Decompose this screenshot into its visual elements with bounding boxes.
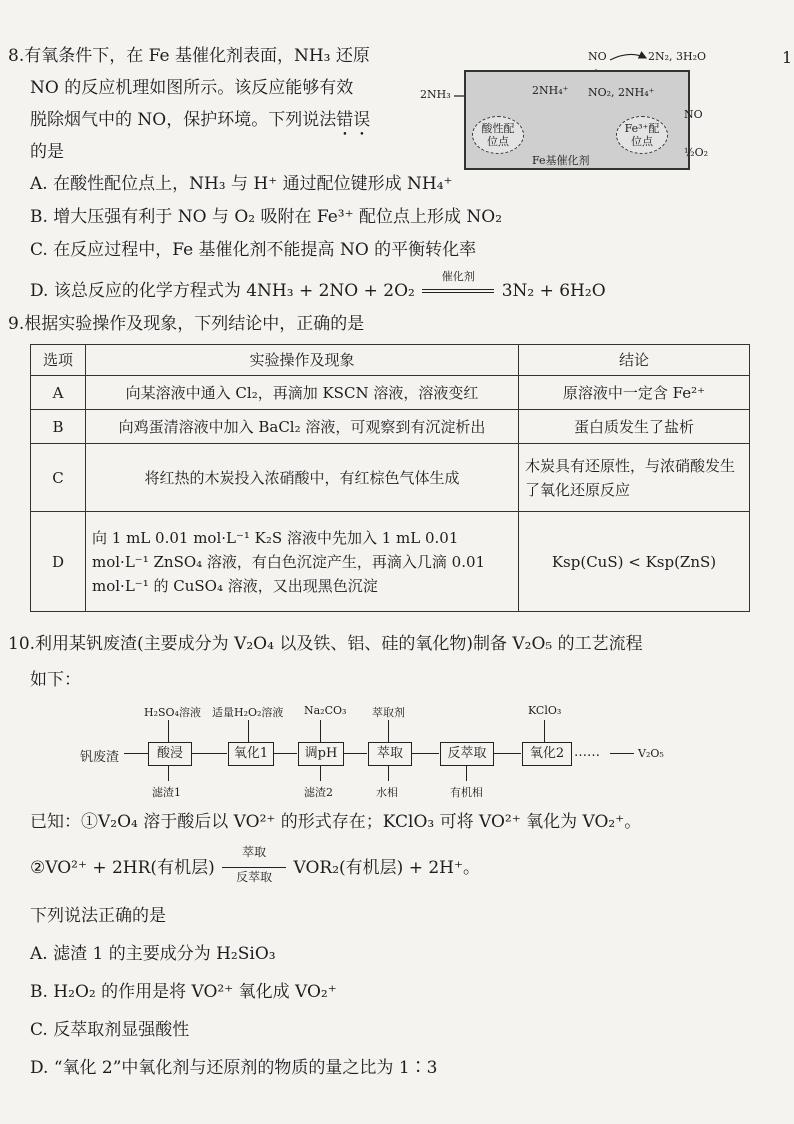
q10-arrow-line	[222, 867, 286, 868]
q8-diagram-inner-no: NO₂, 2NH₄⁺	[588, 86, 655, 99]
q10-known-2-right: VOR₂(有机层) + 2H⁺。	[293, 858, 480, 878]
table-row	[31, 376, 750, 410]
flow-reagent: H₂SO₄溶液	[144, 706, 201, 719]
flow-arrow-line	[388, 720, 389, 742]
flow-arrow-line	[493, 753, 521, 754]
flow-step: 萃取	[368, 742, 412, 766]
q8-diagram-left-in: 2NH₃	[420, 88, 451, 101]
table-row	[31, 512, 750, 612]
q10-ask: 下列说法正确的是	[30, 906, 166, 926]
q8-diagram-right-o2: ½O₂	[684, 146, 709, 159]
q8-option-a: A. 在酸性配位点上，NH₃ 与 H⁺ 通过配位键形成 NH₄⁺	[30, 174, 453, 194]
q9-stem: 9.根据实验操作及现象，下列结论中，正确的是	[8, 314, 365, 334]
flow-arrow-line	[610, 753, 634, 754]
table-row	[31, 444, 750, 512]
q8-diagram-top-products: 2N₂, 3H₂O	[648, 50, 707, 63]
flow-arrow-line	[343, 753, 367, 754]
flow-step: 调pH	[298, 742, 344, 766]
table-cell-operation: 向某溶液中通入 Cl₂，再滴加 KSCN 溶液，溶液变红	[86, 376, 519, 410]
q8-emphasis-word: 错误	[336, 110, 371, 130]
table-cell-option: A	[31, 376, 86, 410]
page-number: 1	[782, 48, 793, 67]
q10-option-c: C. 反萃取剂显强酸性	[30, 1020, 190, 1040]
q10-flow-diagram	[80, 702, 720, 802]
flow-arrow-line	[466, 765, 467, 781]
flow-arrow-line	[411, 753, 439, 754]
q8-diagram	[420, 44, 740, 174]
flow-output: 有机相	[450, 786, 483, 799]
table-cell-conclusion: Ksp(CuS) < Ksp(ZnS)	[519, 512, 750, 612]
table-cell-conclusion: 原溶液中一定含 Fe²⁺	[519, 376, 750, 410]
table-cell-conclusion: 木炭具有还原性，与浓硝酸发生了氧化还原反应	[519, 444, 750, 512]
flow-reagent: 适量H₂O₂溶液	[212, 706, 284, 719]
table-header-cell: 选项	[31, 345, 86, 376]
q8-diagram-top-no: NO	[588, 50, 607, 63]
q8-option-d-right: 3N₂ + 6H₂O	[501, 281, 606, 301]
q8-option-b: B. 增大压强有利于 NO 与 O₂ 吸附在 Fe³⁺ 配位点上形成 NO₂	[30, 207, 503, 227]
flow-output: 滤渣2	[304, 786, 333, 799]
flow-arrow-line	[168, 720, 169, 742]
q8-equation-arrow	[420, 270, 496, 303]
table-cell-conclusion: 蛋白质发生了盐析	[519, 410, 750, 444]
table-cell-operation: 向 1 mL 0.01 mol·L⁻¹ K₂S 溶液中先加入 1 mL 0.01 mol·L⁻¹ ZnSO₄ 溶液，有白色沉淀产生，再滴入几滴 0.01 mol·L⁻¹ 的 CuSO₄ 溶液，又出现黑色沉淀	[86, 512, 519, 612]
table-cell-option: C	[31, 444, 86, 512]
table-row	[31, 410, 750, 444]
flow-arrow-line	[320, 720, 321, 742]
flow-end: V₂O₅	[638, 747, 664, 760]
flow-reagent: 萃取剂	[372, 706, 405, 719]
q8-equation-line-top	[422, 289, 494, 290]
table-cell-option: D	[31, 512, 86, 612]
q8-fe-site	[616, 116, 668, 154]
q8-option-d-left: D. 该总反应的化学方程式为 4NH₃ + 2NO + 2O₂	[30, 281, 415, 301]
q10-arrow-top-label: 萃取	[242, 845, 267, 859]
flow-arrow-line	[124, 753, 148, 754]
q10-stem-line1: 10.利用某钒废渣(主要成分为 V₂O₄ 以及铁、铝、硅的氧化物)制备 V₂O₅ 的工艺流程	[8, 634, 643, 654]
q10-known-1: 已知：①V₂O₄ 溶于酸后以 VO²⁺ 的形式存在；KClO₃ 可将 VO²⁺ 氧化为 VO₂⁺。	[30, 812, 642, 832]
flow-step: 反萃取	[440, 742, 494, 766]
table-header-cell: 结论	[519, 345, 750, 376]
table-header-row	[31, 345, 750, 376]
q8-line4: 的是	[30, 142, 64, 162]
flow-arrow-line	[273, 753, 297, 754]
q8-fe-site-label: Fe³⁺配位点	[624, 122, 660, 148]
q10-option-a: A. 滤渣 1 的主要成分为 H₂SiO₃	[30, 944, 276, 964]
q9-table	[30, 344, 750, 612]
q10-known-2	[30, 845, 480, 884]
flow-reagent: Na₂CO₃	[304, 704, 347, 717]
flow-dots: ……	[574, 745, 600, 760]
flow-arrow-line	[168, 765, 169, 781]
q8-line3-text: 脱除烟气中的 NO，保护环境。下列说法	[30, 110, 337, 130]
q10-arrow-bottom-label: 反萃取	[236, 870, 273, 884]
q8-option-d	[30, 270, 606, 303]
flow-arrow-line	[191, 753, 227, 754]
flow-step: 氧化2	[522, 742, 572, 766]
q8-acid-site	[472, 116, 524, 154]
q8-catalyst-label: Fe基催化剂	[532, 154, 590, 167]
table-cell-option: B	[31, 410, 86, 444]
q8-acid-site-label: 酸性配位点	[481, 122, 515, 148]
flow-arrow-line	[544, 720, 545, 742]
table-header-cell: 实验操作及现象	[86, 345, 519, 376]
q8-line2: NO 的反应机理如图所示。该反应能够有效	[30, 78, 354, 98]
q10-known-2-left: ②VO²⁺ + 2HR(有机层)	[30, 858, 215, 878]
q8-equation-line-bottom	[422, 292, 494, 293]
flow-output: 滤渣1	[152, 786, 181, 799]
flow-arrow-line	[388, 765, 389, 781]
flow-start: 钒废渣	[80, 750, 120, 765]
q10-equilibrium-arrow	[220, 845, 288, 884]
q10-stem-line2: 如下：	[30, 670, 81, 690]
flow-step: 氧化1	[228, 742, 274, 766]
q8-equation-condition: 催化剂	[441, 270, 475, 283]
q8-diagram-inner-2nh: 2NH₄⁺	[532, 84, 569, 97]
flow-step: 酸浸	[148, 742, 192, 766]
flow-output: 水相	[376, 786, 398, 799]
q10-option-b: B. H₂O₂ 的作用是将 VO²⁺ 氧化成 VO₂⁺	[30, 982, 337, 1002]
q10-option-d: D. “氧化 2”中氧化剂与还原剂的物质的量之比为 1∶3	[30, 1058, 438, 1078]
q8-diagram-right-no: NO	[684, 108, 703, 121]
q8-line3	[30, 108, 370, 140]
flow-reagent: KClO₃	[528, 704, 562, 717]
table-cell-operation: 向鸡蛋清溶液中加入 BaCl₂ 溶液，可观察到有沉淀析出	[86, 410, 519, 444]
table-cell-operation: 将红热的木炭投入浓硝酸中，有红棕色气体生成	[86, 444, 519, 512]
q8-option-c: C. 在反应过程中，Fe 基催化剂不能提高 NO 的平衡转化率	[30, 240, 477, 260]
q8-line1: 8.有氧条件下，在 Fe 基催化剂表面，NH₃ 还原	[8, 46, 370, 66]
flow-arrow-line	[248, 720, 249, 742]
flow-arrow-line	[320, 765, 321, 781]
